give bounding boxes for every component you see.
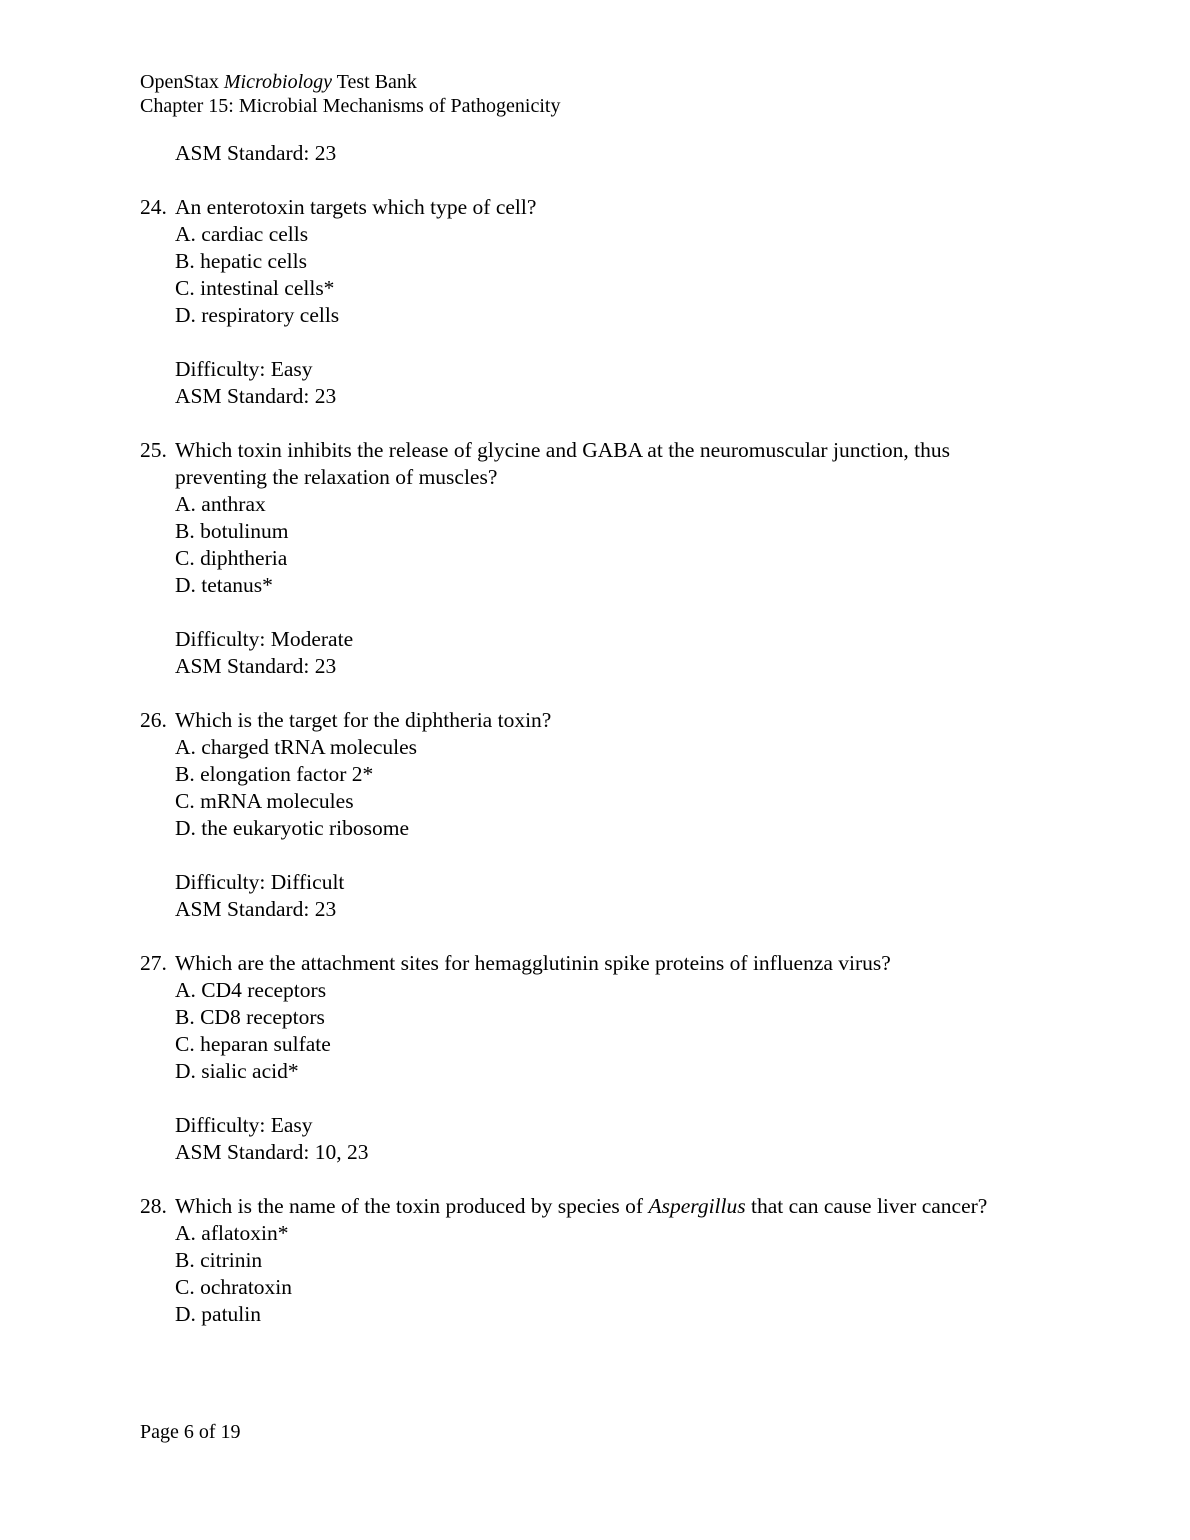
question-stem: Which are the attachment sites for hemagglutinin spike proteins of influenza virus? [175, 951, 891, 975]
question-number: 24. [140, 195, 167, 219]
question-metadata [140, 626, 1040, 680]
header-title-line: OpenStax Microbiology Test Bank [140, 71, 417, 93]
asm-standard-label: ASM Standard: 10, 23 [175, 1140, 369, 1164]
answer-option: D. patulin [175, 1302, 261, 1326]
answer-option: A. charged tRNA molecules [175, 735, 418, 759]
answer-option: D. respiratory cells [175, 303, 340, 327]
question-25 [140, 437, 1040, 491]
answer-option: C. intestinal cells* [175, 276, 335, 300]
question-metadata [140, 869, 1040, 923]
question-stem: Which toxin inhibits the release of glycine and GABA at the neuromuscular junction, thus preventing the relaxation of muscles? [175, 438, 951, 489]
answer-option: C. diphtheria [175, 546, 288, 570]
asm-standard-label: ASM Standard: 23 [175, 654, 337, 678]
question-stem: Which is the target for the diphtheria toxin? [175, 708, 552, 732]
answer-option: B. hepatic cells [175, 249, 307, 273]
question-number: 27. [140, 951, 167, 975]
answer-option: C. mRNA molecules [175, 789, 354, 813]
header-chapter-line: Chapter 15: Microbial Mechanisms of Pathogenicity [140, 95, 561, 117]
difficulty-label: Difficulty: Moderate [175, 627, 354, 651]
answer-option: B. botulinum [175, 519, 289, 543]
question-number: 25. [140, 438, 167, 462]
difficulty-label: Difficulty: Easy [175, 357, 313, 381]
carryover-asm-standard: ASM Standard: 23 [175, 141, 337, 165]
answer-option: D. the eukaryotic ribosome [175, 816, 410, 840]
question-27 [140, 950, 1040, 977]
question-number: 28. [140, 1194, 167, 1218]
answer-option: A. aflatoxin* [175, 1221, 289, 1245]
document-header [140, 70, 560, 118]
answer-option: B. elongation factor 2* [175, 762, 374, 786]
answer-option: C. ochratoxin [175, 1275, 293, 1299]
question-stem: An enterotoxin targets which type of cell? [175, 195, 537, 219]
question-list [140, 140, 1040, 1328]
answer-option: A. CD4 receptors [175, 978, 327, 1002]
book-title: Microbiology [223, 71, 333, 93]
answer-option: A. cardiac cells [175, 222, 309, 246]
question-28 [140, 1193, 1040, 1220]
answer-option: C. heparan sulfate [175, 1032, 331, 1056]
question-number: 26. [140, 708, 167, 732]
question-26 [140, 707, 1040, 734]
question-metadata [140, 356, 1040, 410]
difficulty-label: Difficulty: Difficult [175, 870, 345, 894]
answer-option: B. citrinin [175, 1248, 263, 1272]
answer-option: D. sialic acid* [175, 1059, 299, 1083]
genus-name: Aspergillus [648, 1194, 746, 1218]
question-stem: Which is the name of the toxin produced by species of Aspergillus that can cause liver cancer? [175, 1194, 988, 1218]
asm-standard-label: ASM Standard: 23 [175, 384, 337, 408]
page-number: Page 6 of 19 [140, 1421, 241, 1443]
question-metadata [140, 1112, 1040, 1166]
difficulty-label: Difficulty: Easy [175, 1113, 313, 1137]
answer-option: A. anthrax [175, 492, 266, 516]
answer-option: B. CD8 receptors [175, 1005, 325, 1029]
answer-option: D. tetanus* [175, 573, 273, 597]
question-24 [140, 194, 1040, 221]
asm-standard-label: ASM Standard: 23 [175, 897, 337, 921]
